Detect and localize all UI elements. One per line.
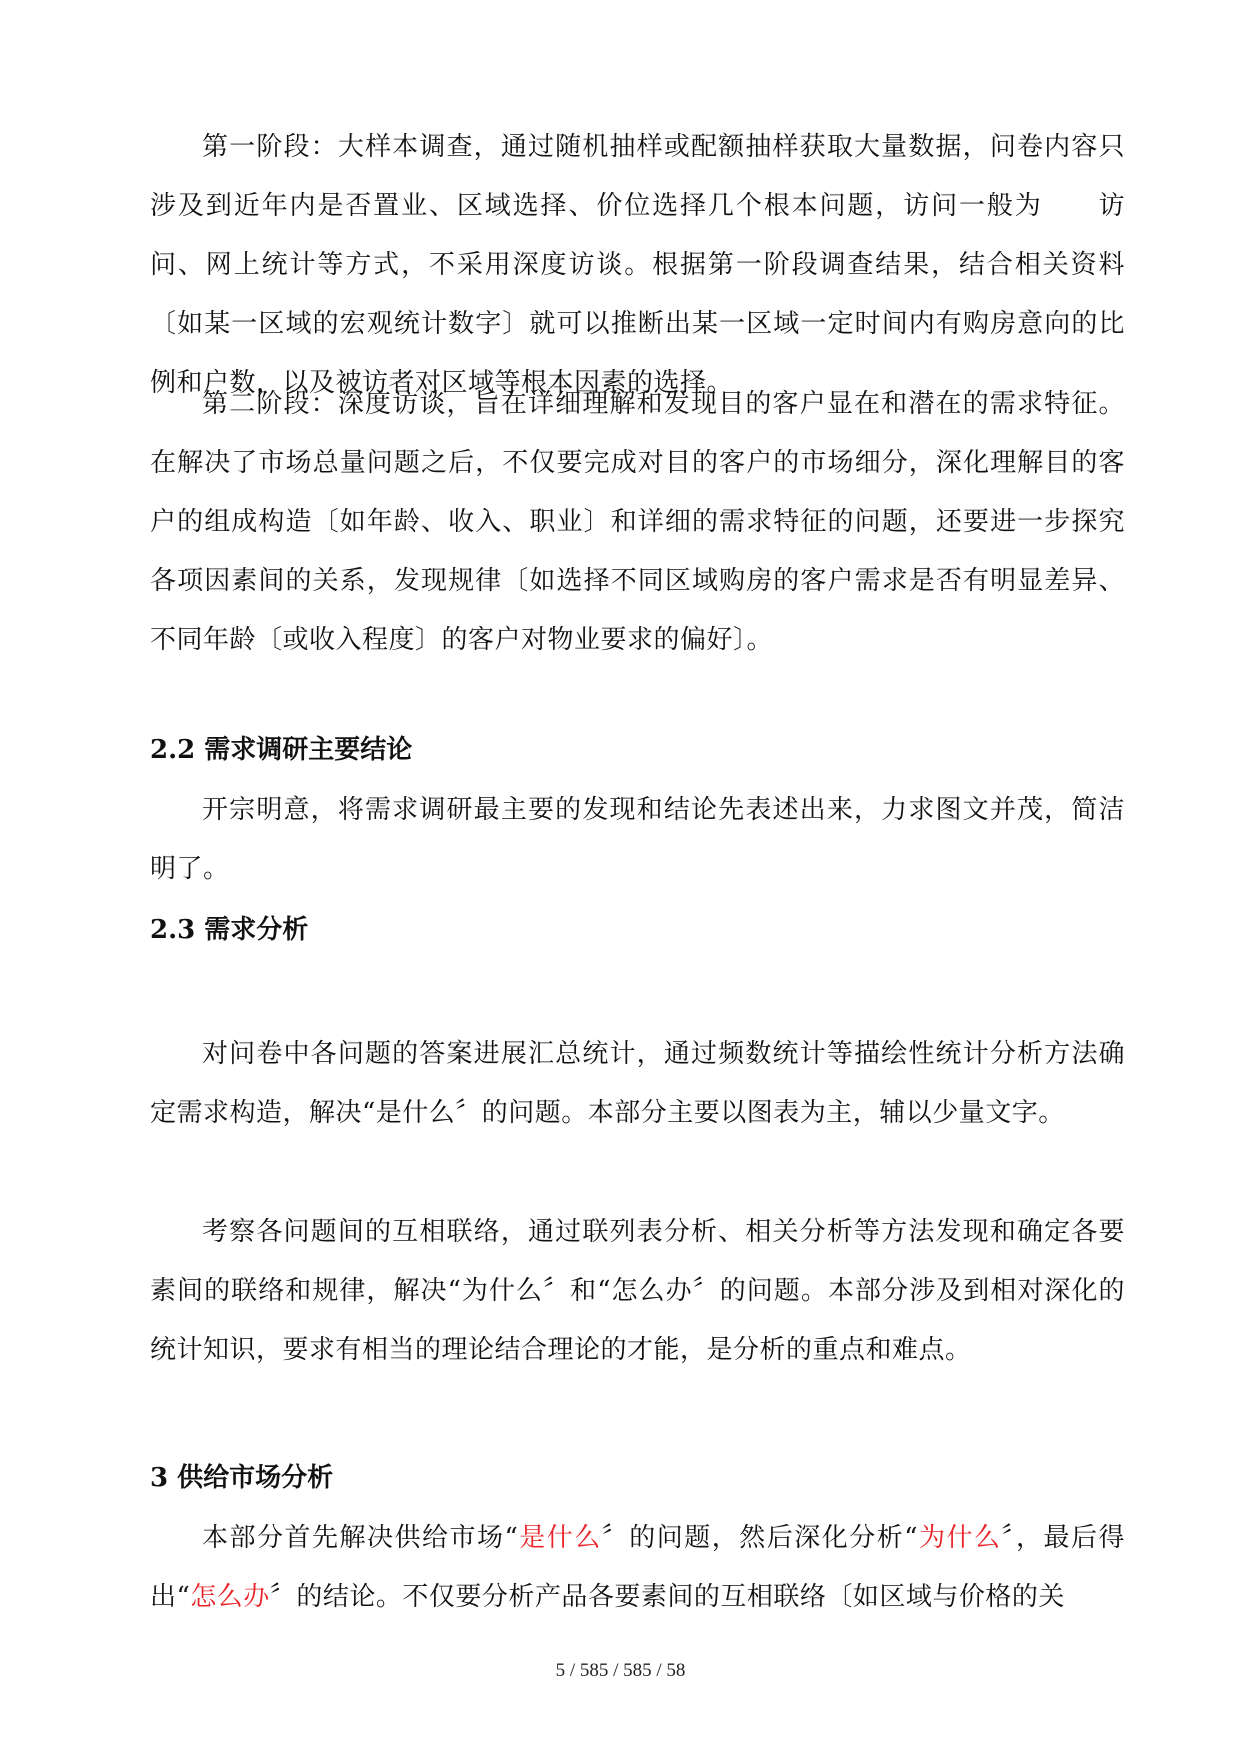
heading-2-2: 2.2 需求调研主要结论 — [150, 735, 413, 765]
heading-3: 3 供给市场分析 — [150, 1463, 334, 1493]
heading-2-3: 2.3 需求分析 — [150, 915, 309, 945]
supply-text-3: 〞，最后得出“ — [150, 1523, 1125, 1612]
paragraph-stage-two: 第二阶段：深度访谈，旨在详细理解和发现目的客户显在和潜在的需求特征。在解决了市场总量问题之后，不仅要完成对目的客户的市场细分，深化理解目的客户的组成构造〔如年龄、收入、职业〕和详细的需求特征的问题，还要进一步探究各项因素间的关系，发现规律〔如选择不同区域购房的客户需求是否有明显差异、不同年龄〔或收入程度〕的客户对物业要求的偏好〕。 — [150, 389, 1125, 655]
highlight-what: 是什么 — [518, 1523, 602, 1553]
paragraph-conclusion: 开宗明意，将需求调研最主要的发现和结论先表述出来，力求图文并茂，简洁明了。 — [150, 795, 1125, 884]
paragraph-analysis-what: 对问卷中各问题的答案进展汇总统计，通过频数统计等描绘性统计分析方法确定需求构造，解决“是什么〞的问题。本部分主要以图表为主，辅以少量文字。 — [150, 1039, 1125, 1128]
highlight-how: 怎么办 — [190, 1582, 270, 1612]
highlight-why: 为什么 — [917, 1523, 1002, 1553]
supply-text-2: 〞的问题，然后深化分析“ — [601, 1523, 918, 1553]
page-number-footer: 5 / 585 / 585 / 58 — [555, 1660, 686, 1681]
paragraph-stage-one: 第一阶段：大样本调查，通过随机抽样或配额抽样获取大量数据，问卷内容只涉及到近年内是否置业、区域选择、价位选择几个根本问题，访问一般为 访问、网上统计等方式，不采用深度访谈。根据第一阶段调查结果，结合相关资料〔如某一区域的宏观统计数字〕就可以推断出某一区域一定时间内有购房意向的比例和户数，以及被访者对区域等根本因素的选择。 — [150, 132, 1125, 398]
supply-text-1: 本部分首先解决供给市场“ — [202, 1523, 519, 1553]
paragraph-supply-market — [150, 1509, 1125, 1627]
paragraph-analysis-why: 考察各问题间的互相联络，通过联列表分析、相关分析等方法发现和确定各要素间的联络和规律，解决“为什么〞和“怎么办〞的问题。本部分涉及到相对深化的统计知识，要求有相当的理论结合理论的才能，是分析的重点和难点。 — [150, 1217, 1125, 1365]
supply-text-4: 〞的结论。不仅要分析产品各要素间的互相联络〔如区域与价格的关 — [269, 1582, 1065, 1612]
